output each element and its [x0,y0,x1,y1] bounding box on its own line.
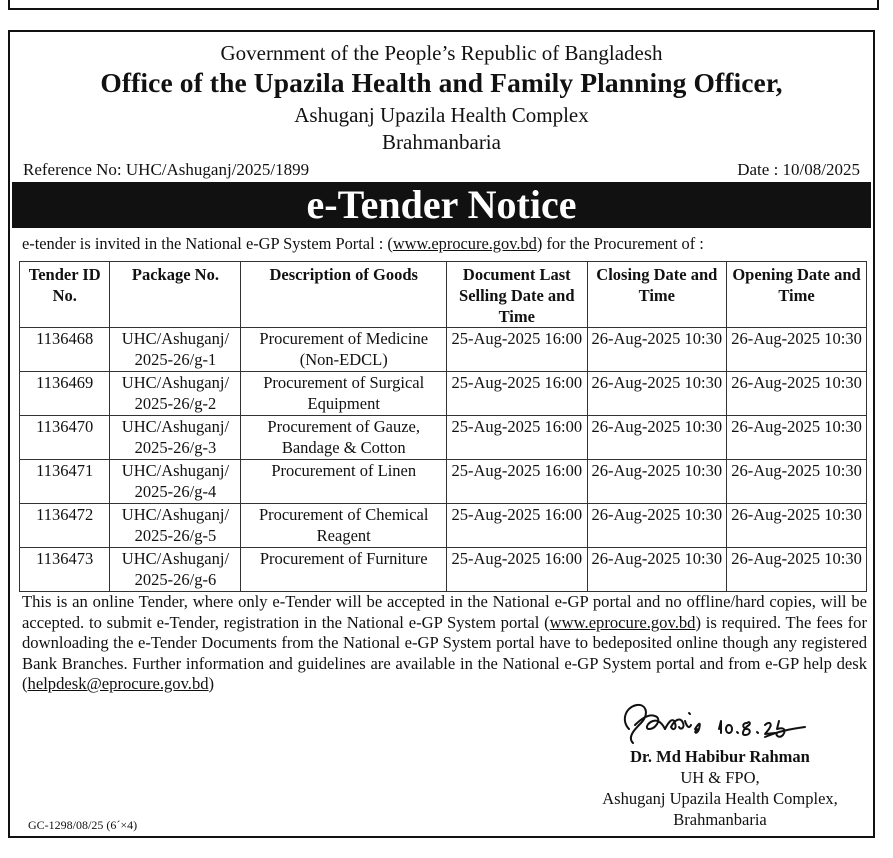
opening-date-cell: 26-Aug-2025 10:30 [727,372,867,416]
signature-block [575,699,865,830]
package-cell: UHC/Ashuganj/ 2025-26/g-1 [110,328,241,372]
signatory-district: Brahmanbaria [673,810,767,829]
description-cell: Procurement of Medicine (Non-EDCL) [241,328,447,372]
handwritten-signature [615,699,815,749]
terms-text-3: ) [208,674,215,693]
description-cell: Procurement of Linen [241,460,447,504]
closing-date-cell: 26-Aug-2025 10:30 [587,460,727,504]
terms-text-2: ) is required. The fees for downloading the e-Tender Documents from the National e-GP System portal have to bedeposited online though any registered Bank Branches. Further information and guidelines are available in the National e-GP System portal and from e-GP help desk ( [22,612,867,693]
package-cell: UHC/Ashuganj/ 2025-26/g-4 [110,460,241,504]
signatory-name: Dr. Md Habibur Rahman [630,747,810,766]
table-row [20,504,867,548]
notice-title-banner: e-Tender Notice [12,182,871,228]
package-cell: UHC/Ashuganj/ 2025-26/g-5 [110,504,241,548]
package-cell: UHC/Ashuganj/ 2025-26/g-6 [110,548,241,592]
district-heading: Brahmanbaria [382,130,501,154]
description-cell: Procurement of Surgical Equipment [241,372,447,416]
closing-date-cell: 26-Aug-2025 10:30 [587,416,727,460]
office-heading: Office of the Upazila Health and Family Planning Officer, [100,67,783,98]
opening-date-cell: 26-Aug-2025 10:30 [727,460,867,504]
gc-code: GC-1298/08/25 (6´×4) [28,818,138,832]
terms-paragraph [22,592,867,695]
invitation-text [22,234,704,254]
description-cell: Procurement of Chemical Reagent [241,504,447,548]
eprocure-link[interactable]: www.eprocure.gov.bd [549,612,696,632]
invitation-text-start: e-tender is invited in the National e-GP System Portal : ( [22,234,393,253]
table-row [20,416,867,460]
helpdesk-email-link[interactable]: helpdesk@eprocure.gov.bd [27,674,209,693]
closing-date-cell: 26-Aug-2025 10:30 [587,372,727,416]
tender-id-cell: 1136472 [20,504,110,548]
signatory-title: UH & FPO, [680,768,760,787]
selling-date-cell: 25-Aug-2025 16:00 [447,416,588,460]
description-cell: Procurement of Gauze, Bandage & Cotton [241,416,447,460]
previous-notice-border [8,0,879,10]
complex-heading: Ashuganj Upazila Health Complex [294,103,589,127]
package-cell: UHC/Ashuganj/ 2025-26/g-2 [110,372,241,416]
header-tender-id: Tender ID No. [20,262,110,328]
header-selling-date: Document Last Selling Date and Time [447,262,588,328]
header-package-no: Package No. [110,262,241,328]
package-cell: UHC/Ashuganj/ 2025-26/g-3 [110,416,241,460]
opening-date-cell: 26-Aug-2025 10:30 [727,328,867,372]
tender-id-cell: 1136470 [20,416,110,460]
signatory-organization: Ashuganj Upazila Health Complex, [602,789,838,808]
notice-date: Date : 10/08/2025 [737,160,860,179]
selling-date-cell: 25-Aug-2025 16:00 [447,548,588,592]
government-heading: Government of the People’s Republic of Bangladesh [220,41,663,65]
selling-date-cell: 25-Aug-2025 16:00 [447,504,588,548]
table-row [20,460,867,504]
tender-id-cell: 1136473 [20,548,110,592]
table-header-row [20,262,867,328]
terms-text-1: This is an online Tender, where only e-Tender will be accepted in the National e-GP portal and no offline/hard copies, will be accepted. to submit e-Tender, registration in the National e-GP System portal ( [22,592,867,632]
description-cell: Procurement of Furniture [241,548,447,592]
table-row [20,328,867,372]
tender-table [19,261,867,592]
header-description: Description of Goods [241,262,447,328]
invitation-text-end: ) for the Procurement of : [536,234,704,253]
selling-date-cell: 25-Aug-2025 16:00 [447,328,588,372]
selling-date-cell: 25-Aug-2025 16:00 [447,372,588,416]
tender-id-cell: 1136469 [20,372,110,416]
reference-number: Reference No: UHC/Ashuganj/2025/1899 [23,160,310,179]
header-opening-date: Opening Date and Time [727,262,867,328]
tender-id-cell: 1136468 [20,328,110,372]
opening-date-cell: 26-Aug-2025 10:30 [727,548,867,592]
opening-date-cell: 26-Aug-2025 10:30 [727,416,867,460]
reference-row [23,160,860,180]
header-closing-date: Closing Date and Time [587,262,727,328]
tender-notice [8,30,875,838]
table-row [20,548,867,592]
eprocure-link[interactable]: www.eprocure.gov.bd [392,234,537,253]
closing-date-cell: 26-Aug-2025 10:30 [587,328,727,372]
opening-date-cell: 26-Aug-2025 10:30 [727,504,867,548]
table-row [20,372,867,416]
selling-date-cell: 25-Aug-2025 16:00 [447,460,588,504]
closing-date-cell: 26-Aug-2025 10:30 [587,548,727,592]
tender-id-cell: 1136471 [20,460,110,504]
closing-date-cell: 26-Aug-2025 10:30 [587,504,727,548]
